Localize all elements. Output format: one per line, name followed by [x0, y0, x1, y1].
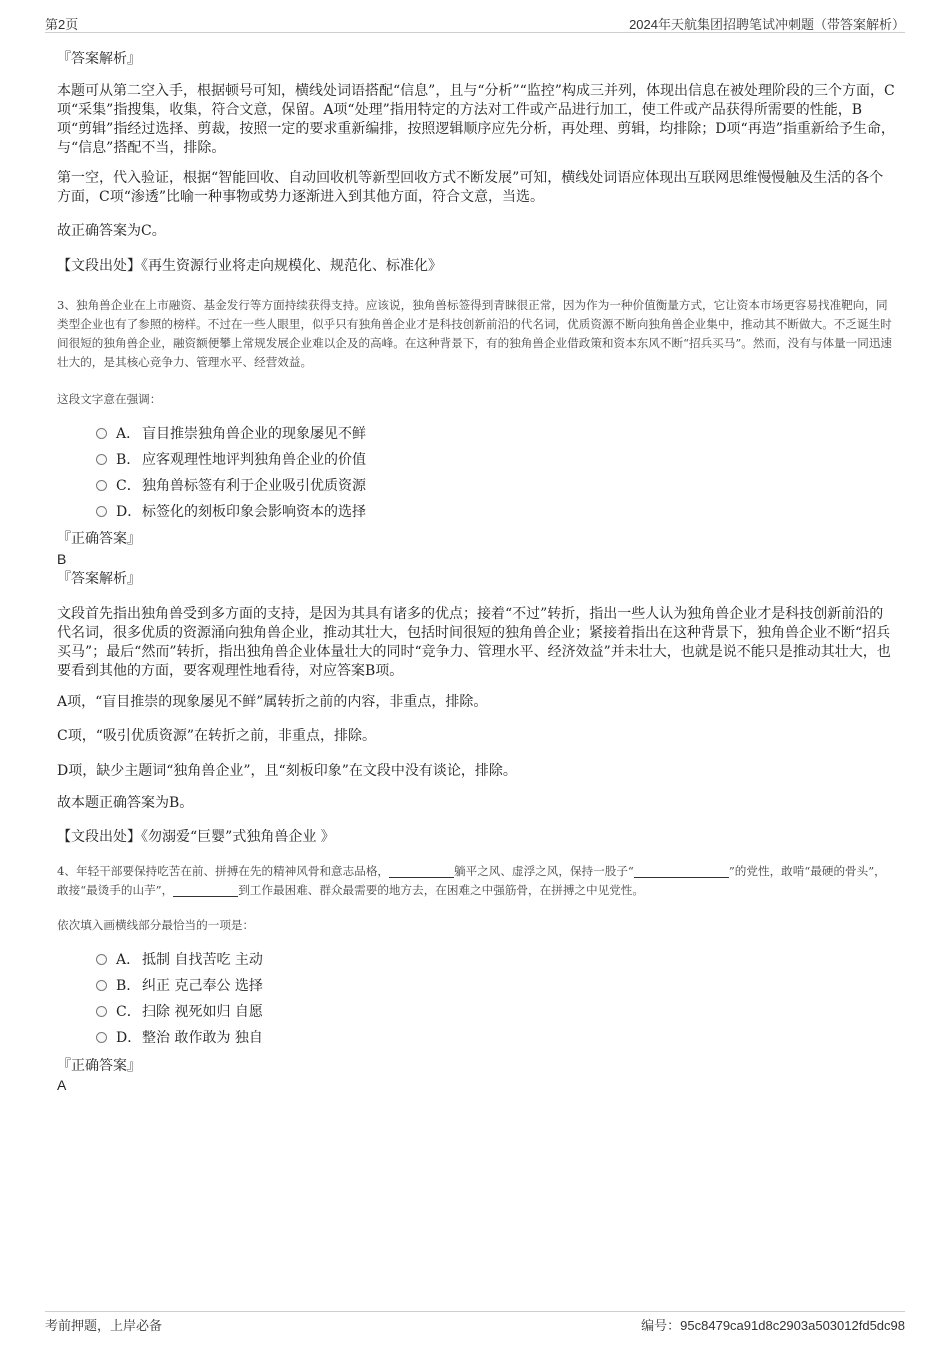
footer-slogan: 考前押题，上岸必备	[45, 1318, 163, 1333]
document-id: 编号：95c8479ca91d8c2903a503012fd5dc98	[641, 1318, 905, 1333]
q3-prompt: 这段文字意在强调：	[57, 392, 162, 406]
q4-stem: 4、年轻干部要保持吃苦在前、拼搏在先的精神风骨和意志品格， 躺平之风、虚浮之风，保持一股子“ ”的党性，敢啃“最硬的骨头”，敢接“最烫手的山芋”， 到工作最困难、群众最需要的地方去，在困难之中强筋骨，在拼搏之中见党性。	[57, 864, 886, 897]
q3-analysis-paragraph-1: 文段首先指出独角兽受到多方面的支持，是因为其具有诸多的优点；接着“不过”转折，指出一些人认为独角兽企业才是科技创新前沿的代名词，很多优质的资源涌向独角兽企业，推动其壮大，包括时间很短的独角兽企业；紧接着指出在这种背景下，独角兽企业不断“招兵买马”；最后“然而”转折，指出独角兽企业体量壮大的同时“竞争力、管理水平、经济效益”并未壮大，也就是说不能只是推动其壮大，也要看到其他的方面，要客观理性地看待，对应答案B项。	[57, 606, 891, 679]
fill-blank-2	[634, 864, 729, 878]
q2-analysis-label: 『答案解析』	[57, 51, 141, 67]
radio-button-icon[interactable]	[96, 506, 107, 517]
q4-option-d[interactable]: D．整治 敢作敢为 独自	[96, 1028, 696, 1048]
radio-button-icon[interactable]	[96, 1032, 107, 1043]
page-header	[45, 12, 905, 33]
q3-analysis-conclusion: 故本题正确答案为B。	[57, 795, 194, 811]
radio-button-icon[interactable]	[96, 980, 107, 991]
q3-source: 【文段出处】《勿溺爱“巨婴”式独角兽企业 》	[57, 829, 335, 845]
q4-answer-label: 『正确答案』	[57, 1058, 141, 1074]
q3-option-c[interactable]: C．独角兽标签有利于企业吸引优质资源	[96, 476, 696, 496]
q3-analysis-label: 『答案解析』	[57, 571, 141, 587]
q4-answer: A	[57, 1077, 67, 1093]
q3-answer: B	[57, 551, 67, 567]
q3-analysis-paragraph-4: D项，缺少主题词“独角兽企业”，且“刻板印象”在文段中没有谈论，排除。	[57, 763, 517, 779]
q3-option-b[interactable]: B. 应客观理性地评判独角兽企业的价值	[96, 450, 696, 470]
radio-button-icon[interactable]	[96, 454, 107, 465]
q4-prompt: 依次填入画横线部分最恰当的一项是：	[57, 918, 255, 932]
document-title: 2024年天航集团招聘笔试冲刺题（带答案解析）	[629, 17, 905, 32]
q4-option-a[interactable]: A． 抵制 自找苦吃 主动	[96, 950, 696, 970]
q3-option-a[interactable]: A． 盲目推崇独角兽企业的现象屡见不鲜	[96, 424, 696, 444]
q3-answer-label: 『正确答案』	[57, 531, 141, 547]
radio-button-icon[interactable]	[96, 1006, 107, 1017]
radio-button-icon[interactable]	[96, 954, 107, 965]
q2-analysis-paragraph-1: 本题可从第二空入手，根据顿号可知，横线处词语搭配“信息”，且与“分析”“监控”构成三并列，体现出信息在被处理阶段的三个方面，C项“采集”指搜集，收集，符合文意，保留。A项“处理”指用特定的方法对工件或产品进行加工，使工件或产品获得所需要的性能，B项“剪辑”指经过选择、剪裁，按照一定的要求重新编排，按照逻辑顺序应先分析，再处理、剪辑，均排除；D项“再造”指重新给予生命，与“信息”搭配不当，排除。	[57, 83, 895, 156]
radio-button-icon[interactable]	[96, 480, 107, 491]
radio-button-icon[interactable]	[96, 428, 107, 439]
q4-option-b[interactable]: B. 纠正 克己奉公 选择	[96, 976, 696, 996]
page-number: 第2页	[45, 17, 79, 32]
page-footer	[45, 1311, 905, 1334]
fill-blank-1	[389, 864, 454, 878]
q2-source: 【文段出处】《再生资源行业将走向规模化、规范化、标准化》	[57, 258, 442, 274]
q2-analysis-paragraph-2: 第一空，代入验证，根据“智能回收、自动回收机等新型回收方式不断发展”可知，横线处词语应体现出互联网思维慢慢触及生活的各个方面，C项“渗透”比喻一种事物或势力逐渐进入到其他方面，符合文意，当选。	[57, 170, 884, 205]
q2-analysis-conclusion: 故正确答案为C。	[57, 223, 166, 239]
fill-blank-3	[173, 883, 238, 897]
q3-stem: 3、独角兽企业在上市融资、基金发行等方面持续获得支持。应该说，独角兽标签得到青睐很正常，因为作为一种价值衡量方式，它让资本市场更容易找准靶向，同类型企业也有了参照的榜样。不过在一些人眼里，似乎只有独角兽企业才是科技创新前沿的代名词，优质资源不断向独角兽企业集中，推动其不断做大。不乏诞生时间很短的独角兽企业，融资额便攀上常规发展企业难以企及的高峰。在这种背景下，有的独角兽企业借政策和资本东风不断“招兵买马”。然而，没有与体量一同迅速壮大的，是其核心竞争力、管理水平、经营效益。	[57, 298, 893, 369]
q4-option-c[interactable]: C．扫除 视死如归 自愿	[96, 1002, 696, 1022]
q3-analysis-paragraph-2: A项，“盲目推崇的现象屡见不鲜”属转折之前的内容，非重点，排除。	[57, 694, 488, 710]
q3-option-d[interactable]: D．标签化的刻板印象会影响资本的选择	[96, 502, 696, 522]
q3-analysis-paragraph-3: C项，“吸引优质资源”在转折之前，非重点，排除。	[57, 728, 377, 744]
